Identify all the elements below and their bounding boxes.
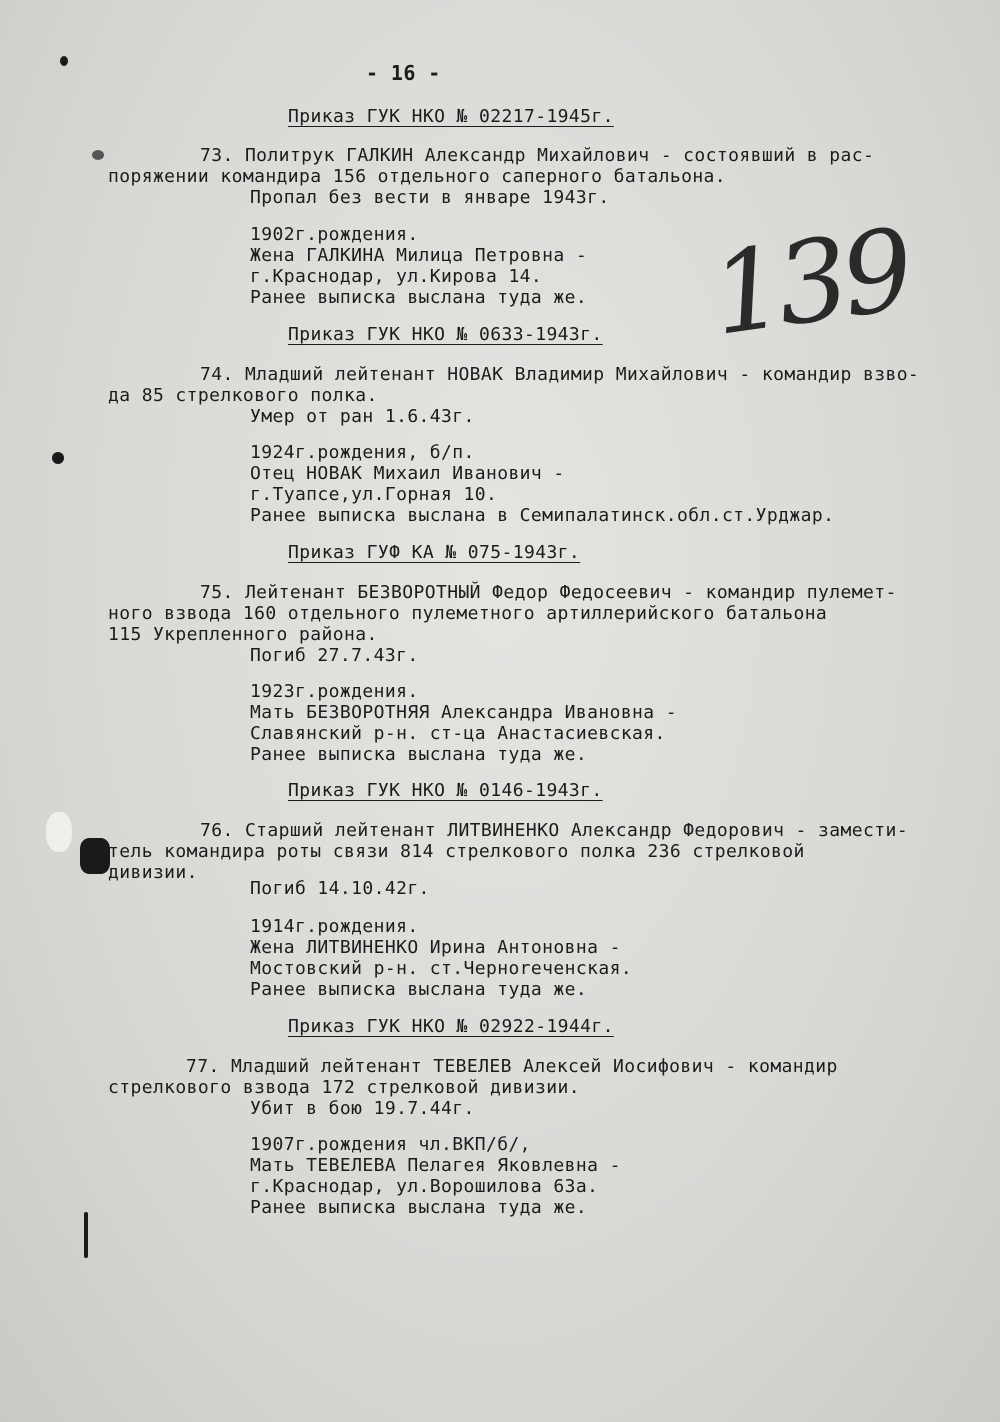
order-heading: Приказ ГУФ КА № 075-1943г. — [288, 542, 581, 563]
detail-line: Мать ТЕВЕЛЕВА Пелагея Яковлевна - — [250, 1155, 621, 1176]
entry-line: Погиб 27.7.43г. — [250, 645, 419, 666]
entry-line: Погиб 14.10.42г. — [250, 878, 430, 899]
detail-line: 1902г.рождения. — [250, 224, 419, 245]
detail-line: 1923г.рождения. — [250, 681, 419, 702]
entry-line: 115 Укрепленного района. — [108, 624, 378, 645]
entry-line: да 85 стрелкового полка. — [108, 385, 378, 406]
ink-speck — [92, 150, 104, 160]
entry-line: Пропал без вести в январе 1943г. — [250, 187, 610, 208]
page-number: - 16 - — [366, 61, 441, 85]
order-heading: Приказ ГУК НКО № 0146-1943г. — [288, 780, 603, 801]
detail-line: г.Краснодар, ул.Ворошилова 63а. — [250, 1176, 599, 1197]
entry-line: ного взвода 160 отдельного пулеметного артиллерийского батальона — [108, 603, 828, 624]
detail-line: г.Туапсе,ул.Горная 10. — [250, 484, 498, 505]
entry-line: дивизии. — [108, 862, 198, 883]
detail-line: Жена ЛИТВИНЕНКО Ирина Антоновна - — [250, 937, 621, 958]
entry-line: 77. Младший лейтенант ТЕВЕЛЕВ Алексей Иосифович - командир — [186, 1056, 838, 1077]
detail-line: г.Краснодар, ул.Кирова 14. — [250, 266, 543, 287]
ink-speck — [52, 452, 64, 464]
entry-line: Умер от ран 1.6.43г. — [250, 406, 475, 427]
entry-line: 75. Лейтенант БЕЗВОРОТНЫЙ Федор Федосеевич - командир пулемет- — [200, 582, 897, 603]
order-heading: Приказ ГУК НКО № 02217-1945г. — [288, 106, 614, 127]
detail-line: Ранее выписка выслана туда же. — [250, 979, 588, 1000]
ink-speck — [60, 56, 68, 66]
entry-line: 74. Младший лейтенант НОВАК Владимир Михайлович - командир взво- — [200, 364, 920, 385]
handwritten-sheet-number: 139 — [703, 205, 916, 361]
detail-line: Мать БЕЗВОРОТНЯЯ Александра Ивановна - — [250, 702, 678, 723]
detail-line: 1914г.рождения. — [250, 916, 419, 937]
paper-damage — [46, 812, 72, 852]
detail-line: Ранее выписка выслана туда же. — [250, 744, 588, 765]
entry-line: поряжении командира 156 отдельного саперного батальона. — [108, 166, 727, 187]
entry-line: тель командира роты связи 814 стрелкового полка 236 стрелковой — [108, 841, 805, 862]
entry-line: 73. Политрук ГАЛКИН Александр Михайлович - состоявший в рас- — [200, 145, 875, 166]
detail-line: Ранее выписка выслана туда же. — [250, 1197, 588, 1218]
detail-line: Жена ГАЛКИНА Милица Петровна - — [250, 245, 588, 266]
binding-hole-mark — [80, 838, 110, 874]
detail-line: Отец НОВАК Михаил Иванович - — [250, 463, 565, 484]
order-heading: Приказ ГУК НКО № 02922-1944г. — [288, 1016, 614, 1037]
ink-speck — [84, 1212, 88, 1258]
detail-line: 1907г.рождения чл.ВКП/б/, — [250, 1134, 531, 1155]
entry-line: 76. Старший лейтенант ЛИТВИНЕНКО Александр Федорович - замести- — [200, 820, 908, 841]
entry-line: Убит в бою 19.7.44г. — [250, 1098, 475, 1119]
detail-line: 1924г.рождения, б/п. — [250, 442, 475, 463]
order-heading: Приказ ГУК НКО № 0633-1943г. — [288, 324, 603, 345]
detail-line: Славянский р-н. ст-ца Анастасиевская. — [250, 723, 666, 744]
entry-line: стрелкового взвода 172 стрелковой дивизии. — [108, 1077, 580, 1098]
detail-line: Ранее выписка выслана в Семипалатинск.обл.ст.Урджар. — [250, 505, 835, 526]
detail-line: Мостовский р-н. ст.Черноreченская. — [250, 958, 633, 979]
detail-line: Ранее выписка выслана туда же. — [250, 287, 588, 308]
